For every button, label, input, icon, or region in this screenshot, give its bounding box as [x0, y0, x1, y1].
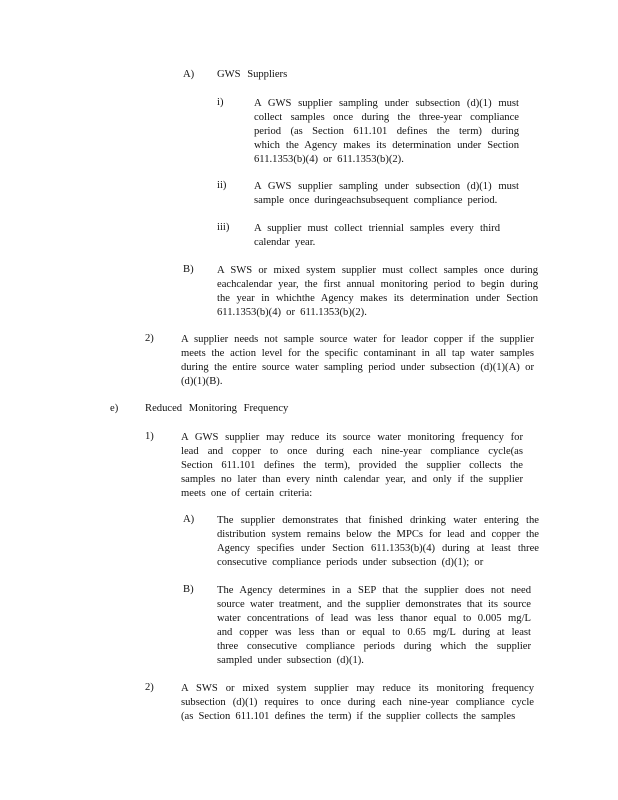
paragraph-text: A SWS or mixed system supplier may reduce its monitoring frequency subsection (d)(1) requires to once during each nine-year compliance cycle (as Section 611.101 defines the term) if the supplier collects the samples — [181, 683, 534, 722]
item-label: A) — [183, 514, 195, 525]
item-label: 2) — [145, 682, 154, 693]
paragraph-text: A GWS supplier sampling under subsection (d)(1) must collect samples once during the three-year compliance period (as Section 611.101 defines the term) during which the Agency makes its determination under Section 611.1353(b)(4) or 611.1353(b)(2). — [254, 98, 519, 165]
item-label: 2) — [145, 333, 154, 344]
paragraph-text: A supplier must collect triennial samples every third calendar year. — [254, 223, 500, 248]
paragraph-text: A GWS supplier may reduce its source water monitoring frequency for lead and copper to once during each nine-year compliance cycle(as Section 611.101 defines the term), provided the supplier collects the samples no later than every ninth calendar year, and only if the supplier meets one of certain criteria: — [181, 432, 523, 499]
paragraph-text: A SWS or mixed system supplier must collect samples once during eachcalendar year, the first annual monitoring period to begin during the year in whichthe Agency makes its determination under Section 611.1353(b)(4) or 611.1353(b)(2). — [217, 265, 538, 318]
paragraph-text: The Agency determines in a SEP that the supplier does not need source water treatment, and the supplier demonstrates that its source water concentrations of lead was less thanor equal to 0.005 mg/L and copper was less than or equal to 0.65 mg/L during at least three consecutive compliance periods during which the supplier sampled under subsection (d)(1). — [217, 585, 531, 666]
paragraph-text: A GWS supplier sampling under subsection (d)(1) must sample once duringeachsubsequent compliance period. — [254, 181, 519, 206]
item-label: iii) — [217, 222, 230, 233]
subsection-heading: GWS Suppliers — [217, 69, 288, 80]
section-heading: Reduced Monitoring Frequency — [145, 403, 289, 414]
item-label: 1) — [145, 431, 154, 442]
item-label: B) — [183, 584, 194, 595]
item-label: A) — [183, 69, 195, 80]
paragraph-text: A supplier needs not sample source water for leador copper if the supplier meets the action level for the specific contaminant in all tap water samples during the entire source water sampling period under subsection (d)(1)(A) or (d)(1)(B). — [181, 334, 534, 387]
item-label: ii) — [217, 180, 227, 191]
section-label: e) — [110, 403, 119, 414]
item-label: i) — [217, 97, 224, 108]
paragraph-text: The supplier demonstrates that finished drinking water entering the distribution system remains below the MPCs for lead and copper the Agency specifies under Section 611.1353(b)(4) during at least three consecutive compliance periods under subsection (d)(1); or — [217, 515, 539, 568]
item-label: B) — [183, 264, 194, 275]
